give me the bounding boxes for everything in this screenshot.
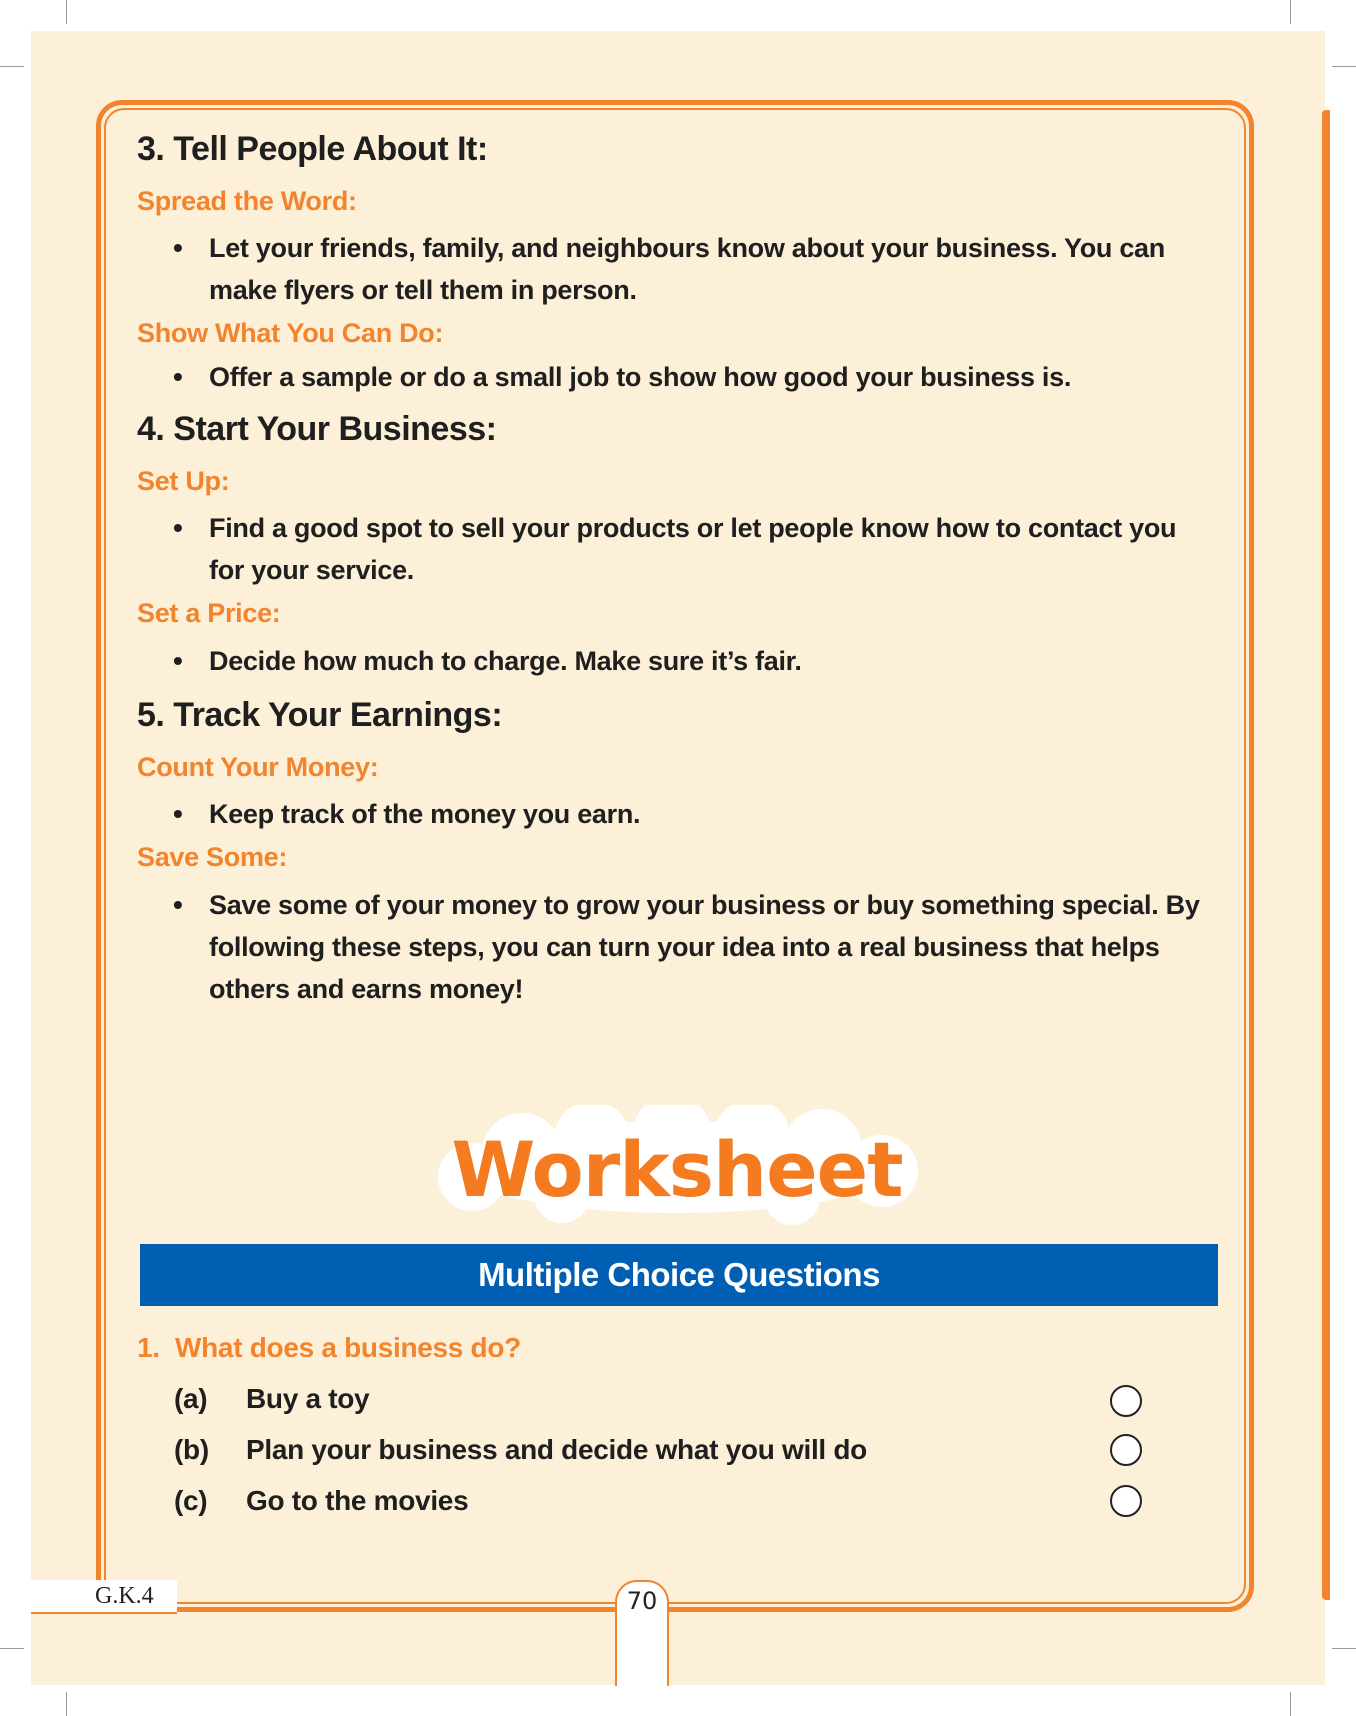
bullet-item: • Let your friends, family, and neighbours know about your business. You can make flyers or tell them in person.: [137, 227, 1217, 311]
sub-heading: Save Some:: [137, 842, 288, 873]
worksheet-title: Worksheet: [451, 1125, 903, 1214]
option-b-radio[interactable]: [1110, 1434, 1142, 1466]
option-c-radio[interactable]: [1110, 1485, 1142, 1517]
bullet-list: [137, 793, 1217, 835]
section-title: 4. Start Your Business:: [137, 409, 497, 448]
option-label: (c): [174, 1485, 208, 1516]
page-edge-tab: [1322, 110, 1330, 1600]
sub-heading: Spread the Word:: [137, 186, 357, 217]
page-number: 70: [626, 1587, 658, 1615]
sub-heading: Count Your Money:: [137, 751, 379, 782]
bullet-item: • Keep track of the money you earn.: [137, 793, 1217, 835]
section-title: 5. Track Your Earnings:: [137, 695, 503, 734]
lesson-content: [137, 130, 1217, 1010]
question: [137, 1332, 521, 1364]
option-a-radio[interactable]: [1110, 1385, 1142, 1417]
crop-mark: [1290, 0, 1291, 24]
question-number: 1.: [137, 1332, 160, 1363]
bullet-list: [137, 507, 1217, 591]
option-a: [174, 1383, 369, 1415]
crop-mark: [0, 1648, 24, 1649]
bullet-list: [137, 884, 1217, 1010]
sub-heading: Show What You Can Do:: [137, 318, 444, 349]
mcq-heading-bar: Multiple Choice Questions: [140, 1244, 1218, 1306]
option-label: (a): [174, 1383, 208, 1414]
option-b: [174, 1434, 867, 1466]
option-label: (b): [174, 1434, 209, 1465]
book-code: G.K.4: [95, 1583, 154, 1609]
crop-mark: [66, 0, 67, 24]
question-text: What does a business do?: [175, 1332, 521, 1363]
bullet-list: [137, 356, 1217, 398]
bullet-item: • Find a good spot to sell your products or let people know how to contact you for your service.: [137, 507, 1217, 591]
bullet-list: [137, 227, 1217, 311]
section-title: 3. Tell People About It:: [137, 130, 488, 168]
sub-heading: Set a Price:: [137, 598, 281, 629]
bullet-item: • Save some of your money to grow your business or buy something special. By following these steps, you can turn your idea into a real business that helps others and earns money!: [137, 884, 1217, 1010]
crop-mark: [66, 1692, 67, 1716]
crop-mark: [0, 66, 24, 67]
bullet-item: • Offer a sample or do a small job to show how good your business is.: [137, 356, 1217, 398]
sub-heading: Set Up:: [137, 465, 230, 496]
bullet-list: [137, 640, 1217, 682]
option-text: Plan your business and decide what you will do: [246, 1434, 867, 1465]
bullet-item: • Decide how much to charge. Make sure it’s fair.: [137, 640, 1217, 682]
crop-mark: [1332, 66, 1356, 67]
option-text: Buy a toy: [246, 1383, 370, 1414]
option-c: [174, 1485, 468, 1517]
worksheet-banner: [412, 1105, 942, 1225]
crop-mark: [1290, 1692, 1291, 1716]
option-text: Go to the movies: [246, 1485, 469, 1516]
crop-mark: [1332, 1648, 1356, 1649]
footer-divider: [177, 1610, 617, 1612]
